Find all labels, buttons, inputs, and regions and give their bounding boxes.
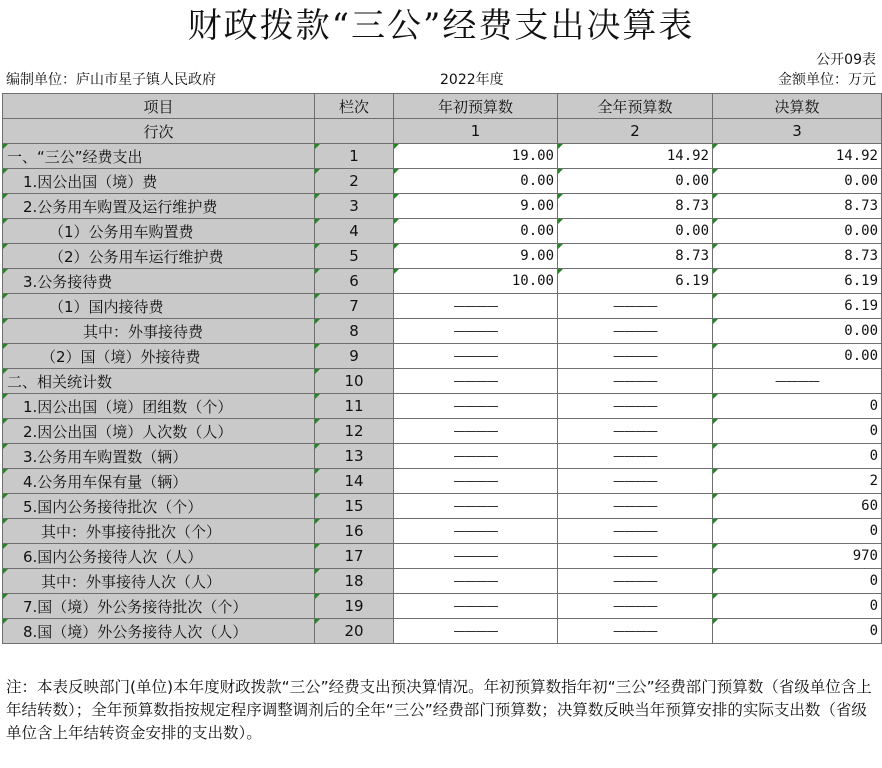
initial-budget-cell: ———— (394, 519, 558, 544)
header-full-budget: 全年预算数 (558, 94, 713, 119)
final-accounts-cell: 2 (713, 469, 882, 494)
final-accounts-cell: 0 (713, 569, 882, 594)
row-label: 二、相关统计数 (3, 369, 315, 394)
initial-budget-cell: ———— (394, 594, 558, 619)
table-row (3, 244, 882, 269)
table-row (3, 369, 882, 394)
table-row (3, 469, 882, 494)
row-line-number: 12 (315, 419, 394, 444)
row-line-number: 10 (315, 369, 394, 394)
table-row (3, 269, 882, 294)
row-line-number: 8 (315, 319, 394, 344)
final-accounts-cell: 14.92 (713, 144, 882, 169)
compiling-unit: 编制单位：庐山市星子镇人民政府 (6, 72, 216, 88)
table-row (3, 219, 882, 244)
row-label: （2）国（境）外接待费 (3, 344, 315, 369)
subheader-item: 行次 (3, 119, 315, 144)
row-line-number: 9 (315, 344, 394, 369)
full-budget-cell: ———— (558, 319, 713, 344)
row-label: 7.国（境）外公务接待批次（个） (3, 594, 315, 619)
full-budget-cell: ———— (558, 619, 713, 644)
full-budget-cell: ———— (558, 344, 713, 369)
final-accounts-cell: 0 (713, 619, 882, 644)
full-budget-cell: ———— (558, 494, 713, 519)
initial-budget-cell: ———— (394, 419, 558, 444)
row-label: 2.因公出国（境）人次数（人） (3, 419, 315, 444)
row-line-number: 3 (315, 194, 394, 219)
full-budget-cell: 8.73 (558, 194, 713, 219)
initial-budget-cell: 9.00 (394, 194, 558, 219)
full-budget-cell: ———— (558, 594, 713, 619)
subheader-line (315, 119, 394, 144)
initial-budget-cell: 0.00 (394, 219, 558, 244)
full-budget-cell: ———— (558, 394, 713, 419)
full-budget-cell: 8.73 (558, 244, 713, 269)
row-label: 其中：外事接待费 (3, 319, 315, 344)
table-row (3, 519, 882, 544)
page-title: 财政拨款“三公”经费支出决算表 (187, 6, 695, 46)
final-accounts-cell: ———— (713, 369, 882, 394)
fiscal-year: 2022年度 (440, 72, 504, 88)
table-row (3, 544, 882, 569)
full-budget-cell: ———— (558, 294, 713, 319)
row-label: 5.国内公务接待批次（个） (3, 494, 315, 519)
full-budget-cell: 6.19 (558, 269, 713, 294)
table-row (3, 169, 882, 194)
final-accounts-cell: 0 (713, 394, 882, 419)
row-label: 2.公务用车购置及运行维护费 (3, 194, 315, 219)
initial-budget-cell: ———— (394, 344, 558, 369)
initial-budget-cell: ———— (394, 544, 558, 569)
table-row (3, 419, 882, 444)
table-row (3, 144, 882, 169)
table-row (3, 319, 882, 344)
row-label: 4.公务用车保有量（辆） (3, 469, 315, 494)
row-line-number: 1 (315, 144, 394, 169)
table-row (3, 594, 882, 619)
row-label: 3.公务接待费 (3, 269, 315, 294)
initial-budget-cell: ———— (394, 369, 558, 394)
row-label: （2）公务用车运行维护费 (3, 244, 315, 269)
full-budget-cell: 0.00 (558, 169, 713, 194)
header-final-accounts: 决算数 (713, 94, 882, 119)
initial-budget-cell: ———— (394, 619, 558, 644)
table-row (3, 444, 882, 469)
row-line-number: 20 (315, 619, 394, 644)
row-line-number: 19 (315, 594, 394, 619)
subheader-row (3, 119, 882, 144)
initial-budget-cell: 19.00 (394, 144, 558, 169)
full-budget-cell: ———— (558, 419, 713, 444)
initial-budget-cell: ———— (394, 319, 558, 344)
final-accounts-cell: 8.73 (713, 244, 882, 269)
final-accounts-cell: 0.00 (713, 169, 882, 194)
table-row (3, 619, 882, 644)
table-row (3, 494, 882, 519)
header-item: 项目 (3, 94, 315, 119)
full-budget-cell: ———— (558, 569, 713, 594)
money-unit: 金额单位：万元 (778, 72, 876, 88)
table-row (3, 294, 882, 319)
row-label: 6.国内公务接待人次（人） (3, 544, 315, 569)
final-accounts-cell: 6.19 (713, 269, 882, 294)
initial-budget-cell: ———— (394, 444, 558, 469)
header-initial-budget: 年初预算数 (394, 94, 558, 119)
header-line: 栏次 (315, 94, 394, 119)
final-accounts-cell: 60 (713, 494, 882, 519)
row-label: 8.国（境）外公务接待人次（人） (3, 619, 315, 644)
full-budget-cell: ———— (558, 469, 713, 494)
full-budget-cell: 14.92 (558, 144, 713, 169)
initial-budget-cell: ———— (394, 394, 558, 419)
row-label: （1）公务用车购置费 (3, 219, 315, 244)
initial-budget-cell: ———— (394, 569, 558, 594)
initial-budget-cell: 9.00 (394, 244, 558, 269)
footnote: 注：本表反映部门(单位)本年度财政拨款“三公”经费支出预决算情况。年初预算数指年初“三公”经费部门预算数（省级单位含上年结转数）；全年预算数指按规定程序调整调剂后的全年“三公”经费部门预算数；决算数反映当年预算安排的实际支出数（省级单位含上年结转资金安排的支出数）。 (6, 678, 872, 742)
row-label: 1.因公出国（境）费 (3, 169, 315, 194)
row-label: 其中：外事接待批次（个） (3, 519, 315, 544)
row-label: 1.因公出国（境）团组数（个） (3, 394, 315, 419)
row-label: （1）国内接待费 (3, 294, 315, 319)
subheader-col3: 3 (713, 119, 882, 144)
row-line-number: 18 (315, 569, 394, 594)
initial-budget-cell: 10.00 (394, 269, 558, 294)
header-row (3, 94, 882, 119)
expense-table (2, 93, 882, 644)
final-accounts-cell: 0 (713, 444, 882, 469)
row-line-number: 2 (315, 169, 394, 194)
subheader-col2: 2 (558, 119, 713, 144)
final-accounts-cell: 0 (713, 519, 882, 544)
row-line-number: 15 (315, 494, 394, 519)
final-accounts-cell: 0.00 (713, 219, 882, 244)
table-row (3, 569, 882, 594)
full-budget-cell: ———— (558, 369, 713, 394)
full-budget-cell: 0.00 (558, 219, 713, 244)
row-line-number: 5 (315, 244, 394, 269)
row-line-number: 14 (315, 469, 394, 494)
full-budget-cell: ———— (558, 444, 713, 469)
subheader-col1: 1 (394, 119, 558, 144)
form-number: 公开09表 (816, 52, 876, 68)
row-line-number: 4 (315, 219, 394, 244)
initial-budget-cell: 0.00 (394, 169, 558, 194)
table-row (3, 194, 882, 219)
final-accounts-cell: 0.00 (713, 319, 882, 344)
row-label: 一、“三公”经费支出 (3, 144, 315, 169)
row-label: 3.公务用车购置数（辆） (3, 444, 315, 469)
row-line-number: 17 (315, 544, 394, 569)
initial-budget-cell: ———— (394, 494, 558, 519)
full-budget-cell: ———— (558, 519, 713, 544)
final-accounts-cell: 0 (713, 419, 882, 444)
table-row (3, 344, 882, 369)
row-line-number: 16 (315, 519, 394, 544)
row-label: 其中：外事接待人次（人） (3, 569, 315, 594)
final-accounts-cell: 6.19 (713, 294, 882, 319)
row-line-number: 11 (315, 394, 394, 419)
initial-budget-cell: ———— (394, 469, 558, 494)
final-accounts-cell: 0 (713, 594, 882, 619)
table-row (3, 394, 882, 419)
final-accounts-cell: 970 (713, 544, 882, 569)
initial-budget-cell: ———— (394, 294, 558, 319)
final-accounts-cell: 0.00 (713, 344, 882, 369)
row-line-number: 6 (315, 269, 394, 294)
row-line-number: 13 (315, 444, 394, 469)
final-accounts-cell: 8.73 (713, 194, 882, 219)
row-line-number: 7 (315, 294, 394, 319)
full-budget-cell: ———— (558, 544, 713, 569)
